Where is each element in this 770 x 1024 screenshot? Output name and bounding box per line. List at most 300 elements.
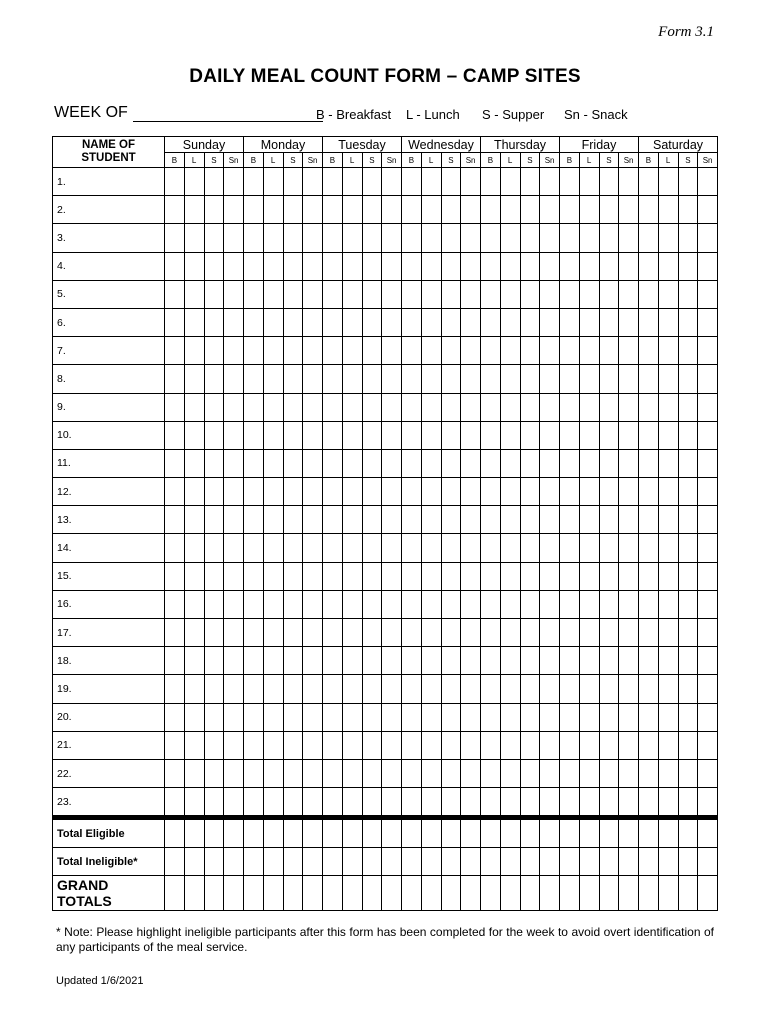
meal-count-cell[interactable] (303, 647, 323, 675)
meal-count-cell[interactable] (560, 421, 580, 449)
meal-count-cell[interactable] (244, 590, 264, 618)
meal-count-cell[interactable] (165, 703, 185, 731)
meal-count-cell[interactable] (184, 449, 204, 477)
meal-count-cell[interactable] (204, 365, 224, 393)
meal-count-cell[interactable] (540, 675, 560, 703)
meal-count-cell[interactable] (678, 590, 698, 618)
meal-count-cell[interactable] (579, 759, 599, 787)
meal-count-cell[interactable] (698, 562, 718, 590)
meal-count-cell[interactable] (441, 818, 461, 848)
meal-count-cell[interactable] (165, 337, 185, 365)
meal-count-cell[interactable] (639, 818, 659, 848)
meal-count-cell[interactable] (678, 337, 698, 365)
meal-count-cell[interactable] (540, 196, 560, 224)
meal-count-cell[interactable] (441, 252, 461, 280)
meal-count-cell[interactable] (421, 675, 441, 703)
meal-count-cell[interactable] (402, 675, 422, 703)
meal-count-cell[interactable] (619, 703, 639, 731)
meal-count-cell[interactable] (283, 759, 303, 787)
meal-count-cell[interactable] (500, 393, 520, 421)
meal-count-cell[interactable] (244, 788, 264, 818)
week-of-field[interactable] (133, 121, 323, 122)
meal-count-cell[interactable] (283, 421, 303, 449)
meal-count-cell[interactable] (362, 876, 382, 911)
meal-count-cell[interactable] (579, 224, 599, 252)
meal-count-cell[interactable] (204, 647, 224, 675)
meal-count-cell[interactable] (500, 590, 520, 618)
meal-count-cell[interactable] (263, 196, 283, 224)
meal-count-cell[interactable] (540, 703, 560, 731)
student-name-cell[interactable]: 10. (53, 421, 165, 449)
meal-count-cell[interactable] (461, 478, 481, 506)
meal-count-cell[interactable] (560, 647, 580, 675)
meal-count-cell[interactable] (540, 590, 560, 618)
meal-count-cell[interactable] (382, 619, 402, 647)
meal-count-cell[interactable] (461, 788, 481, 818)
meal-count-cell[interactable] (224, 647, 244, 675)
meal-count-cell[interactable] (441, 731, 461, 759)
meal-count-cell[interactable] (165, 534, 185, 562)
meal-count-cell[interactable] (362, 365, 382, 393)
meal-count-cell[interactable] (639, 478, 659, 506)
meal-count-cell[interactable] (481, 393, 501, 421)
meal-count-cell[interactable] (184, 647, 204, 675)
meal-count-cell[interactable] (619, 449, 639, 477)
meal-count-cell[interactable] (184, 534, 204, 562)
meal-count-cell[interactable] (382, 506, 402, 534)
meal-count-cell[interactable] (263, 308, 283, 336)
meal-count-cell[interactable] (500, 196, 520, 224)
meal-count-cell[interactable] (520, 393, 540, 421)
meal-count-cell[interactable] (204, 848, 224, 876)
meal-count-cell[interactable] (658, 562, 678, 590)
meal-count-cell[interactable] (698, 506, 718, 534)
meal-count-cell[interactable] (540, 647, 560, 675)
meal-count-cell[interactable] (224, 675, 244, 703)
meal-count-cell[interactable] (165, 168, 185, 196)
meal-count-cell[interactable] (184, 308, 204, 336)
meal-count-cell[interactable] (165, 562, 185, 590)
meal-count-cell[interactable] (678, 731, 698, 759)
meal-count-cell[interactable] (382, 703, 402, 731)
meal-count-cell[interactable] (204, 731, 224, 759)
meal-count-cell[interactable] (560, 337, 580, 365)
meal-count-cell[interactable] (165, 788, 185, 818)
meal-count-cell[interactable] (658, 252, 678, 280)
meal-count-cell[interactable] (461, 449, 481, 477)
meal-count-cell[interactable] (421, 562, 441, 590)
meal-count-cell[interactable] (382, 562, 402, 590)
meal-count-cell[interactable] (244, 534, 264, 562)
meal-count-cell[interactable] (678, 393, 698, 421)
meal-count-cell[interactable] (244, 449, 264, 477)
meal-count-cell[interactable] (579, 788, 599, 818)
student-name-cell[interactable]: 7. (53, 337, 165, 365)
meal-count-cell[interactable] (639, 534, 659, 562)
meal-count-cell[interactable] (520, 478, 540, 506)
meal-count-cell[interactable] (599, 731, 619, 759)
meal-count-cell[interactable] (303, 449, 323, 477)
student-name-cell[interactable]: 22. (53, 759, 165, 787)
meal-count-cell[interactable] (441, 619, 461, 647)
meal-count-cell[interactable] (165, 731, 185, 759)
meal-count-cell[interactable] (303, 337, 323, 365)
meal-count-cell[interactable] (461, 675, 481, 703)
meal-count-cell[interactable] (362, 393, 382, 421)
meal-count-cell[interactable] (678, 168, 698, 196)
meal-count-cell[interactable] (481, 196, 501, 224)
meal-count-cell[interactable] (303, 280, 323, 308)
meal-count-cell[interactable] (481, 562, 501, 590)
meal-count-cell[interactable] (362, 224, 382, 252)
meal-count-cell[interactable] (303, 619, 323, 647)
meal-count-cell[interactable] (579, 818, 599, 848)
meal-count-cell[interactable] (481, 478, 501, 506)
meal-count-cell[interactable] (244, 731, 264, 759)
meal-count-cell[interactable] (342, 506, 362, 534)
meal-count-cell[interactable] (382, 337, 402, 365)
meal-count-cell[interactable] (658, 421, 678, 449)
meal-count-cell[interactable] (500, 168, 520, 196)
meal-count-cell[interactable] (362, 252, 382, 280)
meal-count-cell[interactable] (461, 421, 481, 449)
meal-count-cell[interactable] (481, 252, 501, 280)
meal-count-cell[interactable] (678, 619, 698, 647)
meal-count-cell[interactable] (441, 848, 461, 876)
meal-count-cell[interactable] (579, 562, 599, 590)
meal-count-cell[interactable] (283, 308, 303, 336)
meal-count-cell[interactable] (441, 421, 461, 449)
meal-count-cell[interactable] (244, 421, 264, 449)
meal-count-cell[interactable] (224, 449, 244, 477)
meal-count-cell[interactable] (283, 534, 303, 562)
meal-count-cell[interactable] (263, 280, 283, 308)
meal-count-cell[interactable] (520, 675, 540, 703)
meal-count-cell[interactable] (639, 703, 659, 731)
meal-count-cell[interactable] (461, 534, 481, 562)
meal-count-cell[interactable] (323, 647, 343, 675)
meal-count-cell[interactable] (402, 506, 422, 534)
meal-count-cell[interactable] (639, 675, 659, 703)
meal-count-cell[interactable] (500, 252, 520, 280)
meal-count-cell[interactable] (165, 449, 185, 477)
meal-count-cell[interactable] (639, 393, 659, 421)
meal-count-cell[interactable] (303, 478, 323, 506)
meal-count-cell[interactable] (481, 590, 501, 618)
meal-count-cell[interactable] (362, 308, 382, 336)
meal-count-cell[interactable] (441, 703, 461, 731)
student-name-cell[interactable]: 16. (53, 590, 165, 618)
meal-count-cell[interactable] (323, 506, 343, 534)
meal-count-cell[interactable] (540, 168, 560, 196)
meal-count-cell[interactable] (263, 534, 283, 562)
meal-count-cell[interactable] (421, 478, 441, 506)
meal-count-cell[interactable] (698, 703, 718, 731)
meal-count-cell[interactable] (579, 308, 599, 336)
meal-count-cell[interactable] (184, 619, 204, 647)
meal-count-cell[interactable] (500, 731, 520, 759)
meal-count-cell[interactable] (224, 848, 244, 876)
meal-count-cell[interactable] (323, 365, 343, 393)
meal-count-cell[interactable] (382, 168, 402, 196)
meal-count-cell[interactable] (362, 818, 382, 848)
meal-count-cell[interactable] (402, 534, 422, 562)
meal-count-cell[interactable] (303, 731, 323, 759)
meal-count-cell[interactable] (461, 818, 481, 848)
meal-count-cell[interactable] (540, 788, 560, 818)
meal-count-cell[interactable] (184, 818, 204, 848)
meal-count-cell[interactable] (382, 534, 402, 562)
meal-count-cell[interactable] (658, 365, 678, 393)
meal-count-cell[interactable] (678, 365, 698, 393)
meal-count-cell[interactable] (402, 876, 422, 911)
meal-count-cell[interactable] (461, 506, 481, 534)
meal-count-cell[interactable] (224, 562, 244, 590)
meal-count-cell[interactable] (540, 393, 560, 421)
meal-count-cell[interactable] (204, 449, 224, 477)
meal-count-cell[interactable] (560, 365, 580, 393)
meal-count-cell[interactable] (323, 252, 343, 280)
meal-count-cell[interactable] (520, 562, 540, 590)
meal-count-cell[interactable] (421, 337, 441, 365)
meal-count-cell[interactable] (224, 876, 244, 911)
meal-count-cell[interactable] (263, 393, 283, 421)
meal-count-cell[interactable] (382, 308, 402, 336)
meal-count-cell[interactable] (244, 759, 264, 787)
meal-count-cell[interactable] (658, 337, 678, 365)
meal-count-cell[interactable] (461, 759, 481, 787)
meal-count-cell[interactable] (520, 196, 540, 224)
meal-count-cell[interactable] (382, 478, 402, 506)
meal-count-cell[interactable] (323, 562, 343, 590)
meal-count-cell[interactable] (658, 478, 678, 506)
meal-count-cell[interactable] (599, 196, 619, 224)
meal-count-cell[interactable] (540, 619, 560, 647)
meal-count-cell[interactable] (244, 876, 264, 911)
meal-count-cell[interactable] (560, 168, 580, 196)
meal-count-cell[interactable] (382, 731, 402, 759)
meal-count-cell[interactable] (441, 788, 461, 818)
meal-count-cell[interactable] (599, 224, 619, 252)
meal-count-cell[interactable] (204, 421, 224, 449)
meal-count-cell[interactable] (619, 876, 639, 911)
meal-count-cell[interactable] (244, 675, 264, 703)
meal-count-cell[interactable] (421, 759, 441, 787)
meal-count-cell[interactable] (204, 393, 224, 421)
meal-count-cell[interactable] (599, 393, 619, 421)
meal-count-cell[interactable] (303, 675, 323, 703)
meal-count-cell[interactable] (263, 337, 283, 365)
student-name-cell[interactable]: 21. (53, 731, 165, 759)
meal-count-cell[interactable] (560, 788, 580, 818)
meal-count-cell[interactable] (382, 647, 402, 675)
meal-count-cell[interactable] (619, 308, 639, 336)
meal-count-cell[interactable] (461, 280, 481, 308)
meal-count-cell[interactable] (619, 590, 639, 618)
meal-count-cell[interactable] (263, 675, 283, 703)
meal-count-cell[interactable] (303, 848, 323, 876)
meal-count-cell[interactable] (263, 731, 283, 759)
meal-count-cell[interactable] (441, 647, 461, 675)
meal-count-cell[interactable] (500, 848, 520, 876)
meal-count-cell[interactable] (342, 675, 362, 703)
meal-count-cell[interactable] (323, 731, 343, 759)
meal-count-cell[interactable] (224, 393, 244, 421)
meal-count-cell[interactable] (342, 534, 362, 562)
meal-count-cell[interactable] (698, 759, 718, 787)
meal-count-cell[interactable] (184, 703, 204, 731)
meal-count-cell[interactable] (639, 876, 659, 911)
meal-count-cell[interactable] (342, 619, 362, 647)
meal-count-cell[interactable] (678, 848, 698, 876)
meal-count-cell[interactable] (283, 506, 303, 534)
meal-count-cell[interactable] (520, 252, 540, 280)
meal-count-cell[interactable] (184, 876, 204, 911)
meal-count-cell[interactable] (639, 280, 659, 308)
meal-count-cell[interactable] (342, 818, 362, 848)
meal-count-cell[interactable] (540, 224, 560, 252)
meal-count-cell[interactable] (520, 818, 540, 848)
meal-count-cell[interactable] (263, 703, 283, 731)
meal-count-cell[interactable] (560, 308, 580, 336)
meal-count-cell[interactable] (599, 449, 619, 477)
meal-count-cell[interactable] (382, 590, 402, 618)
meal-count-cell[interactable] (224, 703, 244, 731)
meal-count-cell[interactable] (263, 449, 283, 477)
meal-count-cell[interactable] (165, 421, 185, 449)
meal-count-cell[interactable] (283, 393, 303, 421)
meal-count-cell[interactable] (658, 196, 678, 224)
meal-count-cell[interactable] (520, 506, 540, 534)
meal-count-cell[interactable] (421, 224, 441, 252)
meal-count-cell[interactable] (402, 619, 422, 647)
meal-count-cell[interactable] (402, 224, 422, 252)
meal-count-cell[interactable] (342, 590, 362, 618)
meal-count-cell[interactable] (698, 590, 718, 618)
meal-count-cell[interactable] (382, 818, 402, 848)
meal-count-cell[interactable] (500, 818, 520, 848)
meal-count-cell[interactable] (461, 365, 481, 393)
meal-count-cell[interactable] (263, 759, 283, 787)
meal-count-cell[interactable] (560, 252, 580, 280)
meal-count-cell[interactable] (165, 224, 185, 252)
meal-count-cell[interactable] (224, 224, 244, 252)
meal-count-cell[interactable] (540, 449, 560, 477)
meal-count-cell[interactable] (362, 703, 382, 731)
meal-count-cell[interactable] (560, 224, 580, 252)
meal-count-cell[interactable] (323, 788, 343, 818)
meal-count-cell[interactable] (658, 449, 678, 477)
meal-count-cell[interactable] (678, 280, 698, 308)
meal-count-cell[interactable] (619, 619, 639, 647)
meal-count-cell[interactable] (184, 478, 204, 506)
meal-count-cell[interactable] (520, 421, 540, 449)
meal-count-cell[interactable] (303, 590, 323, 618)
meal-count-cell[interactable] (599, 252, 619, 280)
meal-count-cell[interactable] (362, 731, 382, 759)
meal-count-cell[interactable] (283, 280, 303, 308)
meal-count-cell[interactable] (323, 848, 343, 876)
meal-count-cell[interactable] (579, 619, 599, 647)
meal-count-cell[interactable] (303, 421, 323, 449)
meal-count-cell[interactable] (520, 759, 540, 787)
student-name-cell[interactable]: 19. (53, 675, 165, 703)
meal-count-cell[interactable] (500, 675, 520, 703)
meal-count-cell[interactable] (283, 365, 303, 393)
meal-count-cell[interactable] (303, 393, 323, 421)
meal-count-cell[interactable] (263, 848, 283, 876)
meal-count-cell[interactable] (520, 647, 540, 675)
meal-count-cell[interactable] (244, 703, 264, 731)
meal-count-cell[interactable] (481, 534, 501, 562)
meal-count-cell[interactable] (560, 280, 580, 308)
meal-count-cell[interactable] (579, 196, 599, 224)
student-name-cell[interactable]: 9. (53, 393, 165, 421)
meal-count-cell[interactable] (244, 365, 264, 393)
meal-count-cell[interactable] (579, 876, 599, 911)
meal-count-cell[interactable] (184, 675, 204, 703)
meal-count-cell[interactable] (658, 788, 678, 818)
meal-count-cell[interactable] (579, 252, 599, 280)
student-name-cell[interactable]: 20. (53, 703, 165, 731)
meal-count-cell[interactable] (382, 365, 402, 393)
meal-count-cell[interactable] (342, 562, 362, 590)
meal-count-cell[interactable] (263, 168, 283, 196)
student-name-cell[interactable]: 1. (53, 168, 165, 196)
meal-count-cell[interactable] (560, 534, 580, 562)
meal-count-cell[interactable] (224, 731, 244, 759)
meal-count-cell[interactable] (224, 365, 244, 393)
meal-count-cell[interactable] (402, 478, 422, 506)
meal-count-cell[interactable] (165, 818, 185, 848)
meal-count-cell[interactable] (560, 703, 580, 731)
meal-count-cell[interactable] (204, 224, 224, 252)
meal-count-cell[interactable] (678, 196, 698, 224)
meal-count-cell[interactable] (402, 818, 422, 848)
meal-count-cell[interactable] (579, 478, 599, 506)
meal-count-cell[interactable] (698, 365, 718, 393)
meal-count-cell[interactable] (560, 759, 580, 787)
meal-count-cell[interactable] (599, 308, 619, 336)
meal-count-cell[interactable] (402, 252, 422, 280)
student-name-cell[interactable]: 12. (53, 478, 165, 506)
meal-count-cell[interactable] (560, 876, 580, 911)
meal-count-cell[interactable] (303, 534, 323, 562)
meal-count-cell[interactable] (481, 449, 501, 477)
meal-count-cell[interactable] (204, 196, 224, 224)
meal-count-cell[interactable] (382, 675, 402, 703)
meal-count-cell[interactable] (599, 848, 619, 876)
meal-count-cell[interactable] (283, 619, 303, 647)
meal-count-cell[interactable] (244, 168, 264, 196)
meal-count-cell[interactable] (204, 818, 224, 848)
meal-count-cell[interactable] (619, 731, 639, 759)
meal-count-cell[interactable] (283, 647, 303, 675)
meal-count-cell[interactable] (441, 562, 461, 590)
meal-count-cell[interactable] (165, 506, 185, 534)
meal-count-cell[interactable] (500, 478, 520, 506)
meal-count-cell[interactable] (421, 788, 441, 818)
meal-count-cell[interactable] (481, 848, 501, 876)
student-name-cell[interactable]: 5. (53, 280, 165, 308)
meal-count-cell[interactable] (540, 280, 560, 308)
student-name-cell[interactable]: 23. (53, 788, 165, 818)
meal-count-cell[interactable] (481, 619, 501, 647)
meal-count-cell[interactable] (619, 393, 639, 421)
meal-count-cell[interactable] (678, 534, 698, 562)
student-name-cell[interactable]: 11. (53, 449, 165, 477)
meal-count-cell[interactable] (560, 506, 580, 534)
